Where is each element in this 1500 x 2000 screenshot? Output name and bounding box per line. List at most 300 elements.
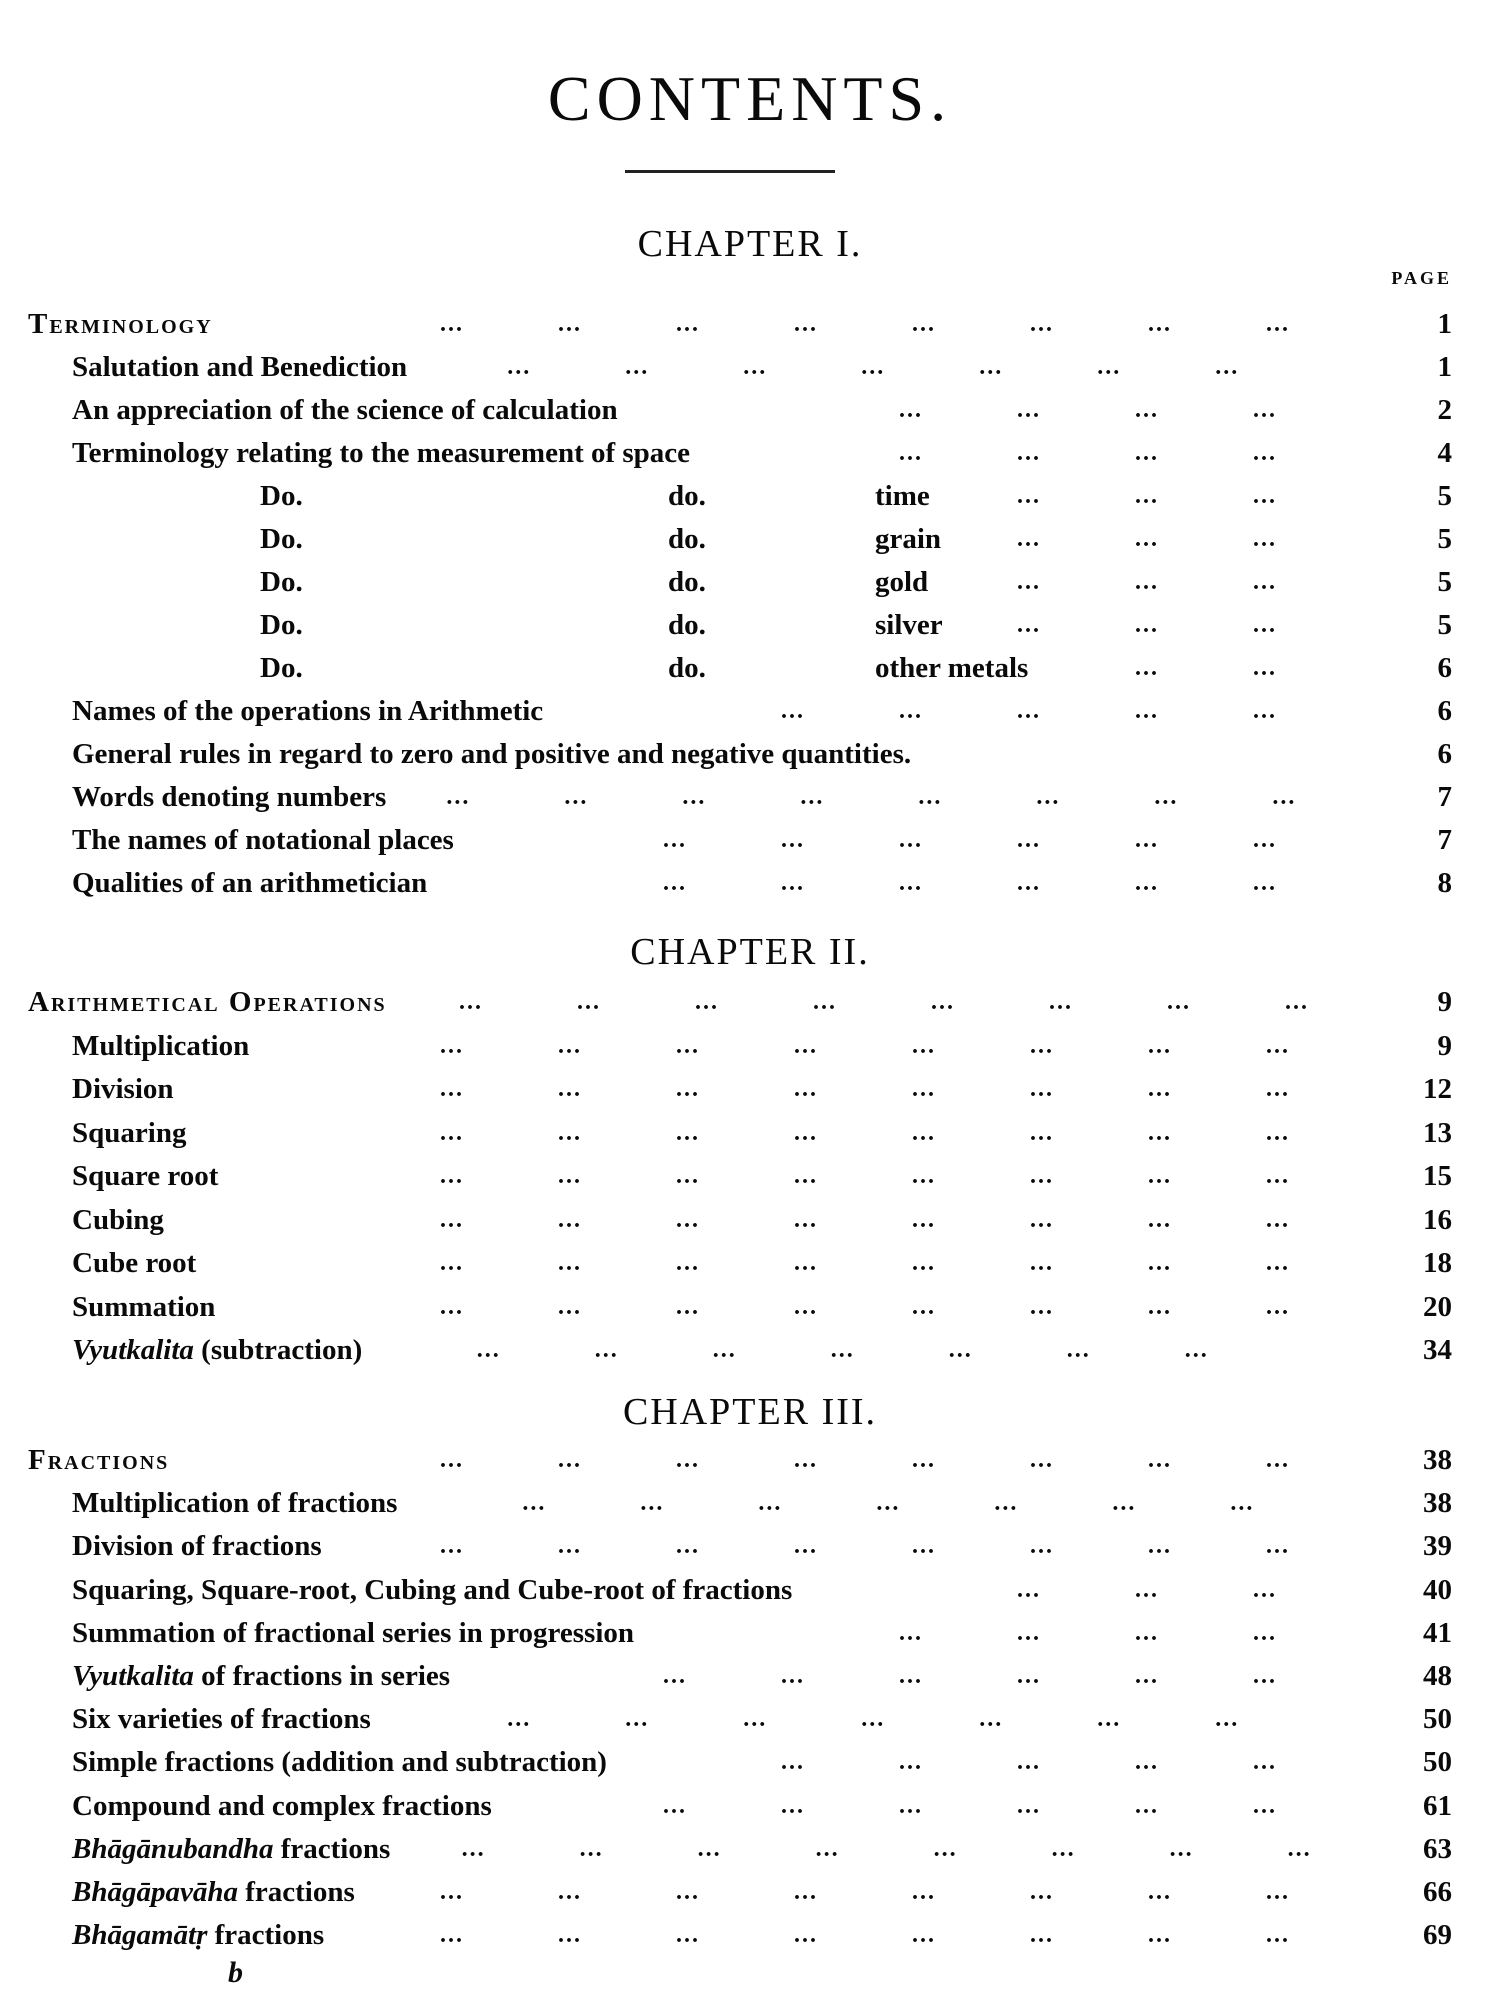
ditto-cell: Do. xyxy=(260,523,303,555)
leader-dots: ... xyxy=(476,1337,501,1363)
title-rule xyxy=(625,170,835,173)
leader-dots: ... xyxy=(912,1076,936,1102)
toc-entry xyxy=(0,519,1500,559)
toc-entry-rest: fractions xyxy=(207,1919,325,1952)
leader-dots: ... xyxy=(676,311,700,337)
leader-dots: ... xyxy=(794,1206,818,1233)
leader-dots: ... xyxy=(1112,1490,1137,1517)
leader-dots: ... xyxy=(1253,526,1277,552)
leader-dots: ... xyxy=(640,1490,665,1517)
leader-dots: ... xyxy=(912,1447,936,1473)
leader-dots: ... xyxy=(440,1533,464,1560)
leader-dots: ... xyxy=(815,1835,840,1862)
ditto-cell: grain xyxy=(875,523,942,555)
leader-dots: ... xyxy=(912,1163,936,1189)
toc-entry-title xyxy=(72,1742,607,1782)
leader-dots: ... xyxy=(1135,1749,1159,1776)
leader-dots: ... xyxy=(794,1533,818,1560)
leader-dots: ... xyxy=(440,1879,464,1905)
toc-entry xyxy=(0,1156,1500,1196)
toc-entry-text: Division of fractions xyxy=(72,1530,322,1563)
leader-dots: ... xyxy=(794,1163,818,1189)
toc-entry xyxy=(0,1440,1500,1480)
toc-entry-title xyxy=(28,982,387,1022)
ditto-cell: silver xyxy=(875,609,943,641)
ditto-cell: Do. xyxy=(260,652,303,684)
toc-page-number: 50 xyxy=(1423,1746,1452,1779)
toc-entry-title xyxy=(72,1699,371,1739)
leader-dots: ... xyxy=(794,1879,818,1905)
leader-dots: ... xyxy=(663,1792,687,1819)
page-title: CONTENTS. xyxy=(547,63,953,134)
leader-dots: ... xyxy=(558,1533,582,1560)
leader-dots: ... xyxy=(912,1533,936,1560)
leader-dots: ... xyxy=(1266,1533,1290,1560)
leader-dots: ... xyxy=(1017,1619,1041,1646)
leader-dots: ... xyxy=(440,1250,464,1276)
leader-dots: ... xyxy=(861,354,886,380)
leader-dots: ... xyxy=(794,311,818,337)
toc-page-number: 18 xyxy=(1423,1247,1452,1279)
toc-entry-rest: of fractions in series xyxy=(193,1660,451,1692)
toc-page-number: 50 xyxy=(1423,1703,1452,1736)
leader-dots: ... xyxy=(676,1922,700,1949)
toc-page-number: 4 xyxy=(1437,437,1452,469)
toc-entry xyxy=(0,562,1500,602)
section-heading: Fractions xyxy=(28,1444,170,1476)
toc-entry xyxy=(0,1287,1500,1327)
leader-dots: ... xyxy=(794,1293,818,1320)
leader-dots: ... xyxy=(933,1835,958,1862)
leader-dots: ... xyxy=(558,1119,582,1146)
leader-dots: ... xyxy=(899,397,923,423)
leader-dots: ... xyxy=(1253,612,1277,638)
leader-dots: ... xyxy=(1135,1576,1159,1603)
toc-entry-title xyxy=(72,863,427,903)
toc-page-number: 5 xyxy=(1437,523,1452,555)
toc-entry-text: Words denoting numbers xyxy=(72,781,387,813)
toc-page-number: 7 xyxy=(1437,781,1452,813)
leader-dots: ... xyxy=(676,1447,700,1473)
toc-entry-text: Terminology relating to the measurement of space xyxy=(72,437,691,469)
toc-entry xyxy=(0,304,1500,344)
leader-dots: ... xyxy=(1135,1663,1159,1689)
leader-dots: ... xyxy=(507,354,532,380)
toc-entry xyxy=(0,433,1500,473)
ditto-cell: Do. xyxy=(260,480,303,512)
toc-page-number: 8 xyxy=(1437,867,1452,899)
leader-dots: ... xyxy=(558,1447,582,1473)
leader-dots: ... xyxy=(440,1032,464,1059)
leader-dots: ... xyxy=(663,827,687,853)
leader-dots: ... xyxy=(663,870,687,896)
leader-dots: ... xyxy=(781,698,805,724)
toc-entry-title xyxy=(72,347,407,387)
toc-entry-text: Summation of fractional series in progression xyxy=(72,1616,635,1649)
toc-entry xyxy=(0,982,1500,1022)
toc-entry-title xyxy=(72,1330,362,1370)
toc-entry xyxy=(0,1069,1500,1109)
leader-dots: ... xyxy=(558,1163,582,1189)
leader-dots: ... xyxy=(1253,827,1277,853)
toc-entry xyxy=(0,648,1500,688)
leader-dots: ... xyxy=(861,1706,886,1733)
leader-dots: ... xyxy=(1017,870,1041,896)
leader-dots: ... xyxy=(912,1032,936,1059)
leader-dots: ... xyxy=(1148,1119,1172,1146)
leader-dots: ... xyxy=(781,827,805,853)
toc-entry-title xyxy=(72,1069,174,1109)
leader-dots: ... xyxy=(1148,1533,1172,1560)
leader-dots: ... xyxy=(1253,1576,1277,1603)
toc-entry-title xyxy=(72,820,454,860)
leader-dots: ... xyxy=(1266,1076,1290,1102)
leader-dots: ... xyxy=(1148,1922,1172,1949)
chapter-1-heading: CHAPTER I. xyxy=(637,223,863,265)
leader-dots: ... xyxy=(1184,1337,1209,1363)
leader-dots: ... xyxy=(781,1663,805,1689)
toc-page-number: 5 xyxy=(1437,566,1452,598)
leader-dots: ... xyxy=(1135,397,1159,423)
leader-dots: ... xyxy=(1215,1706,1240,1733)
leader-dots: ... xyxy=(440,1447,464,1473)
leader-dots: ... xyxy=(1253,569,1277,595)
leader-dots: ... xyxy=(1266,311,1290,337)
leader-dots: ... xyxy=(1030,1293,1054,1320)
leader-dots: ... xyxy=(1030,1533,1054,1560)
leader-dots: ... xyxy=(912,1206,936,1233)
toc-entry-text: The names of notational places xyxy=(72,824,454,856)
section-heading: Arithmetical Operations xyxy=(28,986,387,1018)
leader-dots: ... xyxy=(794,1076,818,1102)
leader-dots: ... xyxy=(522,1490,547,1517)
toc-entry-italic: Vyutkalita xyxy=(72,1334,194,1366)
leader-dots: ... xyxy=(440,1922,464,1949)
leader-dots: ... xyxy=(1266,1447,1290,1473)
toc-entry xyxy=(0,1026,1500,1066)
ditto-cell: do. xyxy=(668,652,706,684)
chapter-2-heading: CHAPTER II. xyxy=(630,931,870,973)
toc-entry-rest: fractions xyxy=(237,1876,355,1908)
leader-dots: ... xyxy=(743,354,768,380)
toc-entry xyxy=(0,820,1500,860)
toc-entry-text: Division xyxy=(72,1073,174,1105)
leader-dots: ... xyxy=(1135,1619,1159,1646)
toc-entry xyxy=(0,1243,1500,1283)
leader-dots: ... xyxy=(979,1706,1004,1733)
leader-dots: ... xyxy=(1253,440,1277,466)
leader-dots: ... xyxy=(1097,354,1122,380)
leader-dots: ... xyxy=(899,827,923,853)
leader-dots: ... xyxy=(1030,1922,1054,1949)
leader-dots: ... xyxy=(1148,1447,1172,1473)
leader-dots: ... xyxy=(1135,569,1159,595)
leader-dots: ... xyxy=(1017,569,1041,595)
leader-dots: ... xyxy=(1030,1119,1054,1146)
leader-dots: ... xyxy=(781,870,805,896)
leader-dots: ... xyxy=(1135,526,1159,552)
leader-dots: ... xyxy=(743,1706,768,1733)
ditto-cell: do. xyxy=(668,480,706,512)
leader-dots: ... xyxy=(1135,655,1159,681)
leader-dots: ... xyxy=(1017,1576,1041,1603)
toc-entry-title xyxy=(72,1786,492,1826)
leader-dots: ... xyxy=(676,1206,700,1233)
leader-dots: ... xyxy=(676,1032,700,1059)
leader-dots: ... xyxy=(781,1792,805,1819)
leader-dots: ... xyxy=(1253,1792,1277,1819)
toc-entry xyxy=(0,1742,1500,1782)
leader-dots: ... xyxy=(1215,354,1240,380)
toc-entry-title xyxy=(72,1026,249,1066)
toc-entry-text: Multiplication xyxy=(72,1029,250,1062)
leader-dots: ... xyxy=(558,1076,582,1102)
toc-entry-title xyxy=(72,1200,164,1240)
ditto-cell: do. xyxy=(668,566,706,598)
toc-entry-title xyxy=(72,1613,634,1653)
toc-page-number: 6 xyxy=(1437,695,1452,727)
toc-page-number: 61 xyxy=(1423,1789,1452,1822)
toc-entry-rest: fractions xyxy=(273,1832,391,1865)
toc-entry xyxy=(0,1915,1500,1955)
ditto-cell: Do. xyxy=(260,609,303,641)
toc-page-number: 69 xyxy=(1423,1919,1452,1952)
toc-page-number: 34 xyxy=(1423,1334,1452,1366)
leader-dots: ... xyxy=(1148,1293,1172,1320)
leader-dots: ... xyxy=(676,1293,700,1320)
leader-dots: ... xyxy=(1066,1337,1091,1363)
toc-entry-title xyxy=(72,734,911,774)
toc-entry-title xyxy=(72,1156,218,1196)
leader-dots: ... xyxy=(979,354,1004,380)
leader-dots: ... xyxy=(912,1250,936,1276)
leader-dots: ... xyxy=(1135,612,1159,638)
toc-page-number: 63 xyxy=(1423,1832,1452,1865)
toc-entry-text: Names of the operations in Arithmetic xyxy=(72,695,544,727)
toc-page-number: 7 xyxy=(1437,824,1452,856)
leader-dots: ... xyxy=(558,311,582,337)
toc-entry xyxy=(0,390,1500,430)
leader-dots: ... xyxy=(994,1490,1019,1517)
leader-dots: ... xyxy=(558,1032,582,1059)
leader-dots: ... xyxy=(1253,655,1277,681)
toc-page-number: 2 xyxy=(1437,394,1452,426)
toc-entry-title xyxy=(72,1570,792,1610)
leader-dots: ... xyxy=(1266,1119,1290,1146)
leader-dots: ... xyxy=(948,1337,973,1363)
toc-entry-title xyxy=(72,1483,397,1523)
leader-dots: ... xyxy=(1253,698,1277,724)
toc-entry-title xyxy=(72,1915,324,1955)
toc-entry-title xyxy=(72,777,386,817)
ditto-cell: time xyxy=(875,480,930,512)
leader-dots: ... xyxy=(697,1835,722,1862)
toc-entry-title xyxy=(72,1829,390,1869)
toc-page-number: 38 xyxy=(1423,1444,1452,1476)
leader-dots: ... xyxy=(794,1447,818,1473)
toc-entry-title xyxy=(72,390,618,430)
toc-entry-text: Six varieties of fractions xyxy=(72,1703,371,1736)
toc-entry xyxy=(0,1330,1500,1370)
leader-dots: ... xyxy=(1287,1835,1312,1862)
leader-dots: ... xyxy=(558,1206,582,1233)
leader-dots: ... xyxy=(577,989,601,1015)
leader-dots: ... xyxy=(558,1922,582,1949)
toc-page-number: 40 xyxy=(1423,1573,1452,1606)
leader-dots: ... xyxy=(931,989,955,1015)
leader-dots: ... xyxy=(912,1119,936,1146)
leader-dots: ... xyxy=(676,1076,700,1102)
leader-dots: ... xyxy=(1135,1792,1159,1819)
leader-dots: ... xyxy=(1253,397,1277,423)
leader-dots: ... xyxy=(912,311,936,337)
leader-dots: ... xyxy=(625,354,650,380)
leader-dots: ... xyxy=(1017,483,1041,509)
leader-dots: ... xyxy=(1266,1293,1290,1320)
leader-dots: ... xyxy=(695,989,719,1015)
toc-entry-text: Qualities of an arithmetician xyxy=(72,867,428,899)
leader-dots: ... xyxy=(781,1749,805,1776)
toc-entry-text: General rules in regard to zero and positive and negative quantities. xyxy=(72,738,912,770)
leader-dots: ... xyxy=(564,784,589,810)
leader-dots: ... xyxy=(1049,989,1073,1015)
toc-entry xyxy=(0,777,1500,817)
chapter-3-heading: CHAPTER III. xyxy=(622,1391,878,1433)
leader-dots: ... xyxy=(1148,311,1172,337)
leader-dots: ... xyxy=(1253,1749,1277,1776)
leader-dots: ... xyxy=(899,698,923,724)
ditto-cell: do. xyxy=(668,609,706,641)
leader-dots: ... xyxy=(676,1163,700,1189)
leader-dots: ... xyxy=(446,784,471,810)
leader-dots: ... xyxy=(1253,1663,1277,1689)
leader-dots: ... xyxy=(440,1076,464,1102)
leader-dots: ... xyxy=(1030,1206,1054,1233)
leader-dots: ... xyxy=(1017,440,1041,466)
leader-dots: ... xyxy=(1148,1163,1172,1189)
toc-entry-text: Simple fractions (addition and subtraction) xyxy=(72,1746,607,1779)
leader-dots: ... xyxy=(918,784,943,810)
toc-entry-italic: Bhāgānubandha xyxy=(72,1832,274,1865)
toc-entry xyxy=(0,1613,1500,1653)
toc-entry-text: Compound and complex fractions xyxy=(72,1789,492,1822)
toc-entry-title xyxy=(28,1440,169,1480)
leader-dots: ... xyxy=(558,1250,582,1276)
leader-dots: ... xyxy=(507,1706,532,1733)
leader-dots: ... xyxy=(1253,1619,1277,1646)
toc-entry-text: Cube root xyxy=(72,1247,197,1279)
leader-dots: ... xyxy=(440,1119,464,1146)
leader-dots: ... xyxy=(794,1119,818,1146)
leader-dots: ... xyxy=(1135,827,1159,853)
leader-dots: ... xyxy=(1266,1922,1290,1949)
leader-dots: ... xyxy=(1017,1749,1041,1776)
leader-dots: ... xyxy=(912,1293,936,1320)
leader-dots: ... xyxy=(461,1835,486,1862)
leader-dots: ... xyxy=(1272,784,1297,810)
toc-entry xyxy=(0,347,1500,387)
leader-dots: ... xyxy=(899,1663,923,1689)
leader-dots: ... xyxy=(1266,1206,1290,1233)
section-heading: Terminology xyxy=(28,308,213,340)
toc-entry xyxy=(0,1829,1500,1869)
leader-dots: ... xyxy=(1017,1663,1041,1689)
leader-dots: ... xyxy=(676,1250,700,1276)
toc-entry xyxy=(0,1526,1500,1566)
leader-dots: ... xyxy=(1017,397,1041,423)
toc-page-number: 6 xyxy=(1437,738,1452,770)
toc-entry xyxy=(0,1699,1500,1739)
leader-dots: ... xyxy=(1030,1879,1054,1905)
toc-page-number: 39 xyxy=(1423,1530,1452,1563)
toc-entry xyxy=(0,1483,1500,1523)
leader-dots: ... xyxy=(1051,1835,1076,1862)
toc-entry-text: Square root xyxy=(72,1160,219,1192)
toc-page-number: 66 xyxy=(1423,1876,1452,1908)
leader-dots: ... xyxy=(1148,1076,1172,1102)
toc-entry xyxy=(0,1872,1500,1912)
leader-dots: ... xyxy=(1017,698,1041,724)
leader-dots: ... xyxy=(1030,1163,1054,1189)
leader-dots: ... xyxy=(579,1835,604,1862)
toc-page-number: 12 xyxy=(1423,1073,1452,1105)
toc-entry-text: Multiplication of fractions xyxy=(72,1487,398,1520)
ditto-cell: other metals xyxy=(875,652,1029,684)
ditto-cell: gold xyxy=(875,566,929,598)
leader-dots: ... xyxy=(1169,1835,1194,1862)
leader-dots: ... xyxy=(899,1619,923,1646)
toc-entry xyxy=(0,1786,1500,1826)
toc-entry-title xyxy=(72,1113,186,1153)
leader-dots: ... xyxy=(1135,483,1159,509)
leader-dots: ... xyxy=(1030,311,1054,337)
toc-entry xyxy=(0,605,1500,645)
leader-dots: ... xyxy=(794,1032,818,1059)
leader-dots: ... xyxy=(1030,1250,1054,1276)
leader-dots: ... xyxy=(1148,1206,1172,1233)
toc-page-number: 48 xyxy=(1423,1660,1452,1692)
leader-dots: ... xyxy=(440,1163,464,1189)
leader-dots: ... xyxy=(1266,1250,1290,1276)
leader-dots: ... xyxy=(1030,1076,1054,1102)
leader-dots: ... xyxy=(1148,1879,1172,1905)
leader-dots: ... xyxy=(794,1922,818,1949)
leader-dots: ... xyxy=(1167,989,1191,1015)
toc-entry-italic: Bhāgamātṛ xyxy=(72,1919,208,1952)
toc-page-number: 9 xyxy=(1437,986,1452,1018)
toc-entry xyxy=(0,863,1500,903)
leader-dots: ... xyxy=(712,1337,737,1363)
leader-dots: ... xyxy=(1266,1163,1290,1189)
leader-dots: ... xyxy=(899,440,923,466)
toc-entry-text: Cubing xyxy=(72,1203,164,1236)
leader-dots: ... xyxy=(676,1119,700,1146)
leader-dots: ... xyxy=(1135,698,1159,724)
ditto-cell: Do. xyxy=(260,566,303,598)
leader-dots: ... xyxy=(813,989,837,1015)
toc-page-number: 38 xyxy=(1423,1487,1452,1520)
toc-entry-title xyxy=(72,1526,322,1566)
leader-dots: ... xyxy=(440,1206,464,1233)
leader-dots: ... xyxy=(676,1879,700,1905)
toc-page-number: 13 xyxy=(1423,1116,1452,1149)
leader-dots: ... xyxy=(1253,483,1277,509)
leader-dots: ... xyxy=(1148,1250,1172,1276)
toc-entry xyxy=(0,691,1500,731)
toc-page-number: 16 xyxy=(1423,1203,1452,1236)
toc-entry-text: Summation xyxy=(72,1290,216,1323)
leader-dots: ... xyxy=(876,1490,901,1517)
